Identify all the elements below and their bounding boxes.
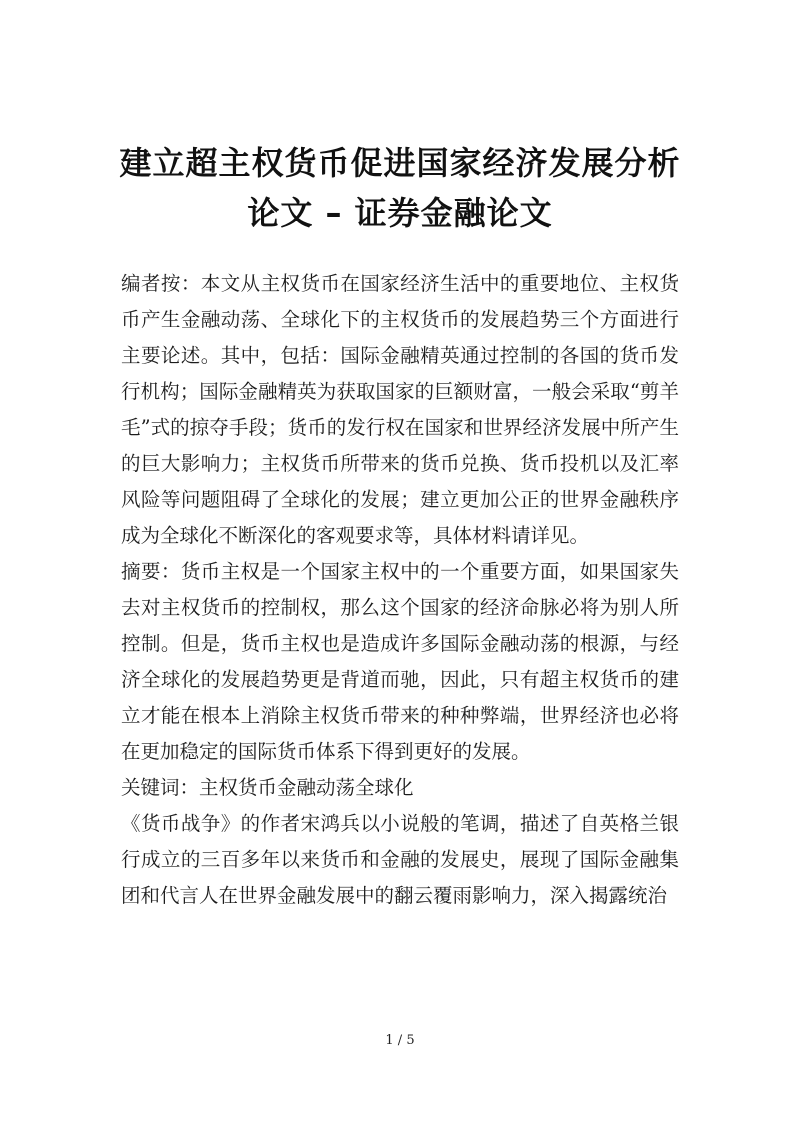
intro-paragraph: 《货币战争》的作者宋鸿兵以小说般的笔调，描述了自英格兰银行成立的三百多年以来货币和金融的发展史，展现了国际金融集团和代言人在世界金融发展中的翻云覆雨影响力，深入揭露统治 — [121, 812, 679, 907]
abstract-paragraph: 摘要：货币主权是一个国家主权中的一个重要方面，如果国家失去对主权货币的控制权，那么这个国家的经济命脉必将为别人所控制。但是，货币主权也是造成许多国际金融动荡的根源，与经济全球化的发展趋势更是背道而驰，因此，只有超主权货币的建立才能在根本上消除主权货币带来的种种弊端，世界经济也必将在更加稳定的国际货币体系下得到更好的发展。 — [121, 560, 679, 763]
page-number: 1 / 5 — [385, 1033, 415, 1048]
title-line-2: 论文 – 证券金融论文 — [247, 194, 553, 232]
title-line-1: 建立超主权货币促进国家经济发展分析 — [119, 144, 681, 182]
keywords-paragraph: 关键词：主权货币金融动荡全球化 — [121, 776, 414, 799]
document-title — [80, 138, 720, 238]
editor-note-paragraph: 编者按：本文从主权货币在国家经济生活中的重要地位、主权货币产生金融动荡、全球化下的主权货币的发展趋势三个方面进行主要论述。其中，包括：国际金融精英通过控制的各国的货币发行机构；国际金融精英为获取国家的巨额财富，一般会采取“剪羊毛”式的掠夺手段；货币的发行权在国家和世界经济发展中所产生的巨大影响力；主权货币所带来的货币兑换、货币投机以及汇率风险等问题阻碍了全球化的发展；建立更加公正的世界金融秩序成为全球化不断深化的客观要求等，具体材料请详见。 — [121, 272, 679, 547]
document-body — [121, 266, 679, 914]
